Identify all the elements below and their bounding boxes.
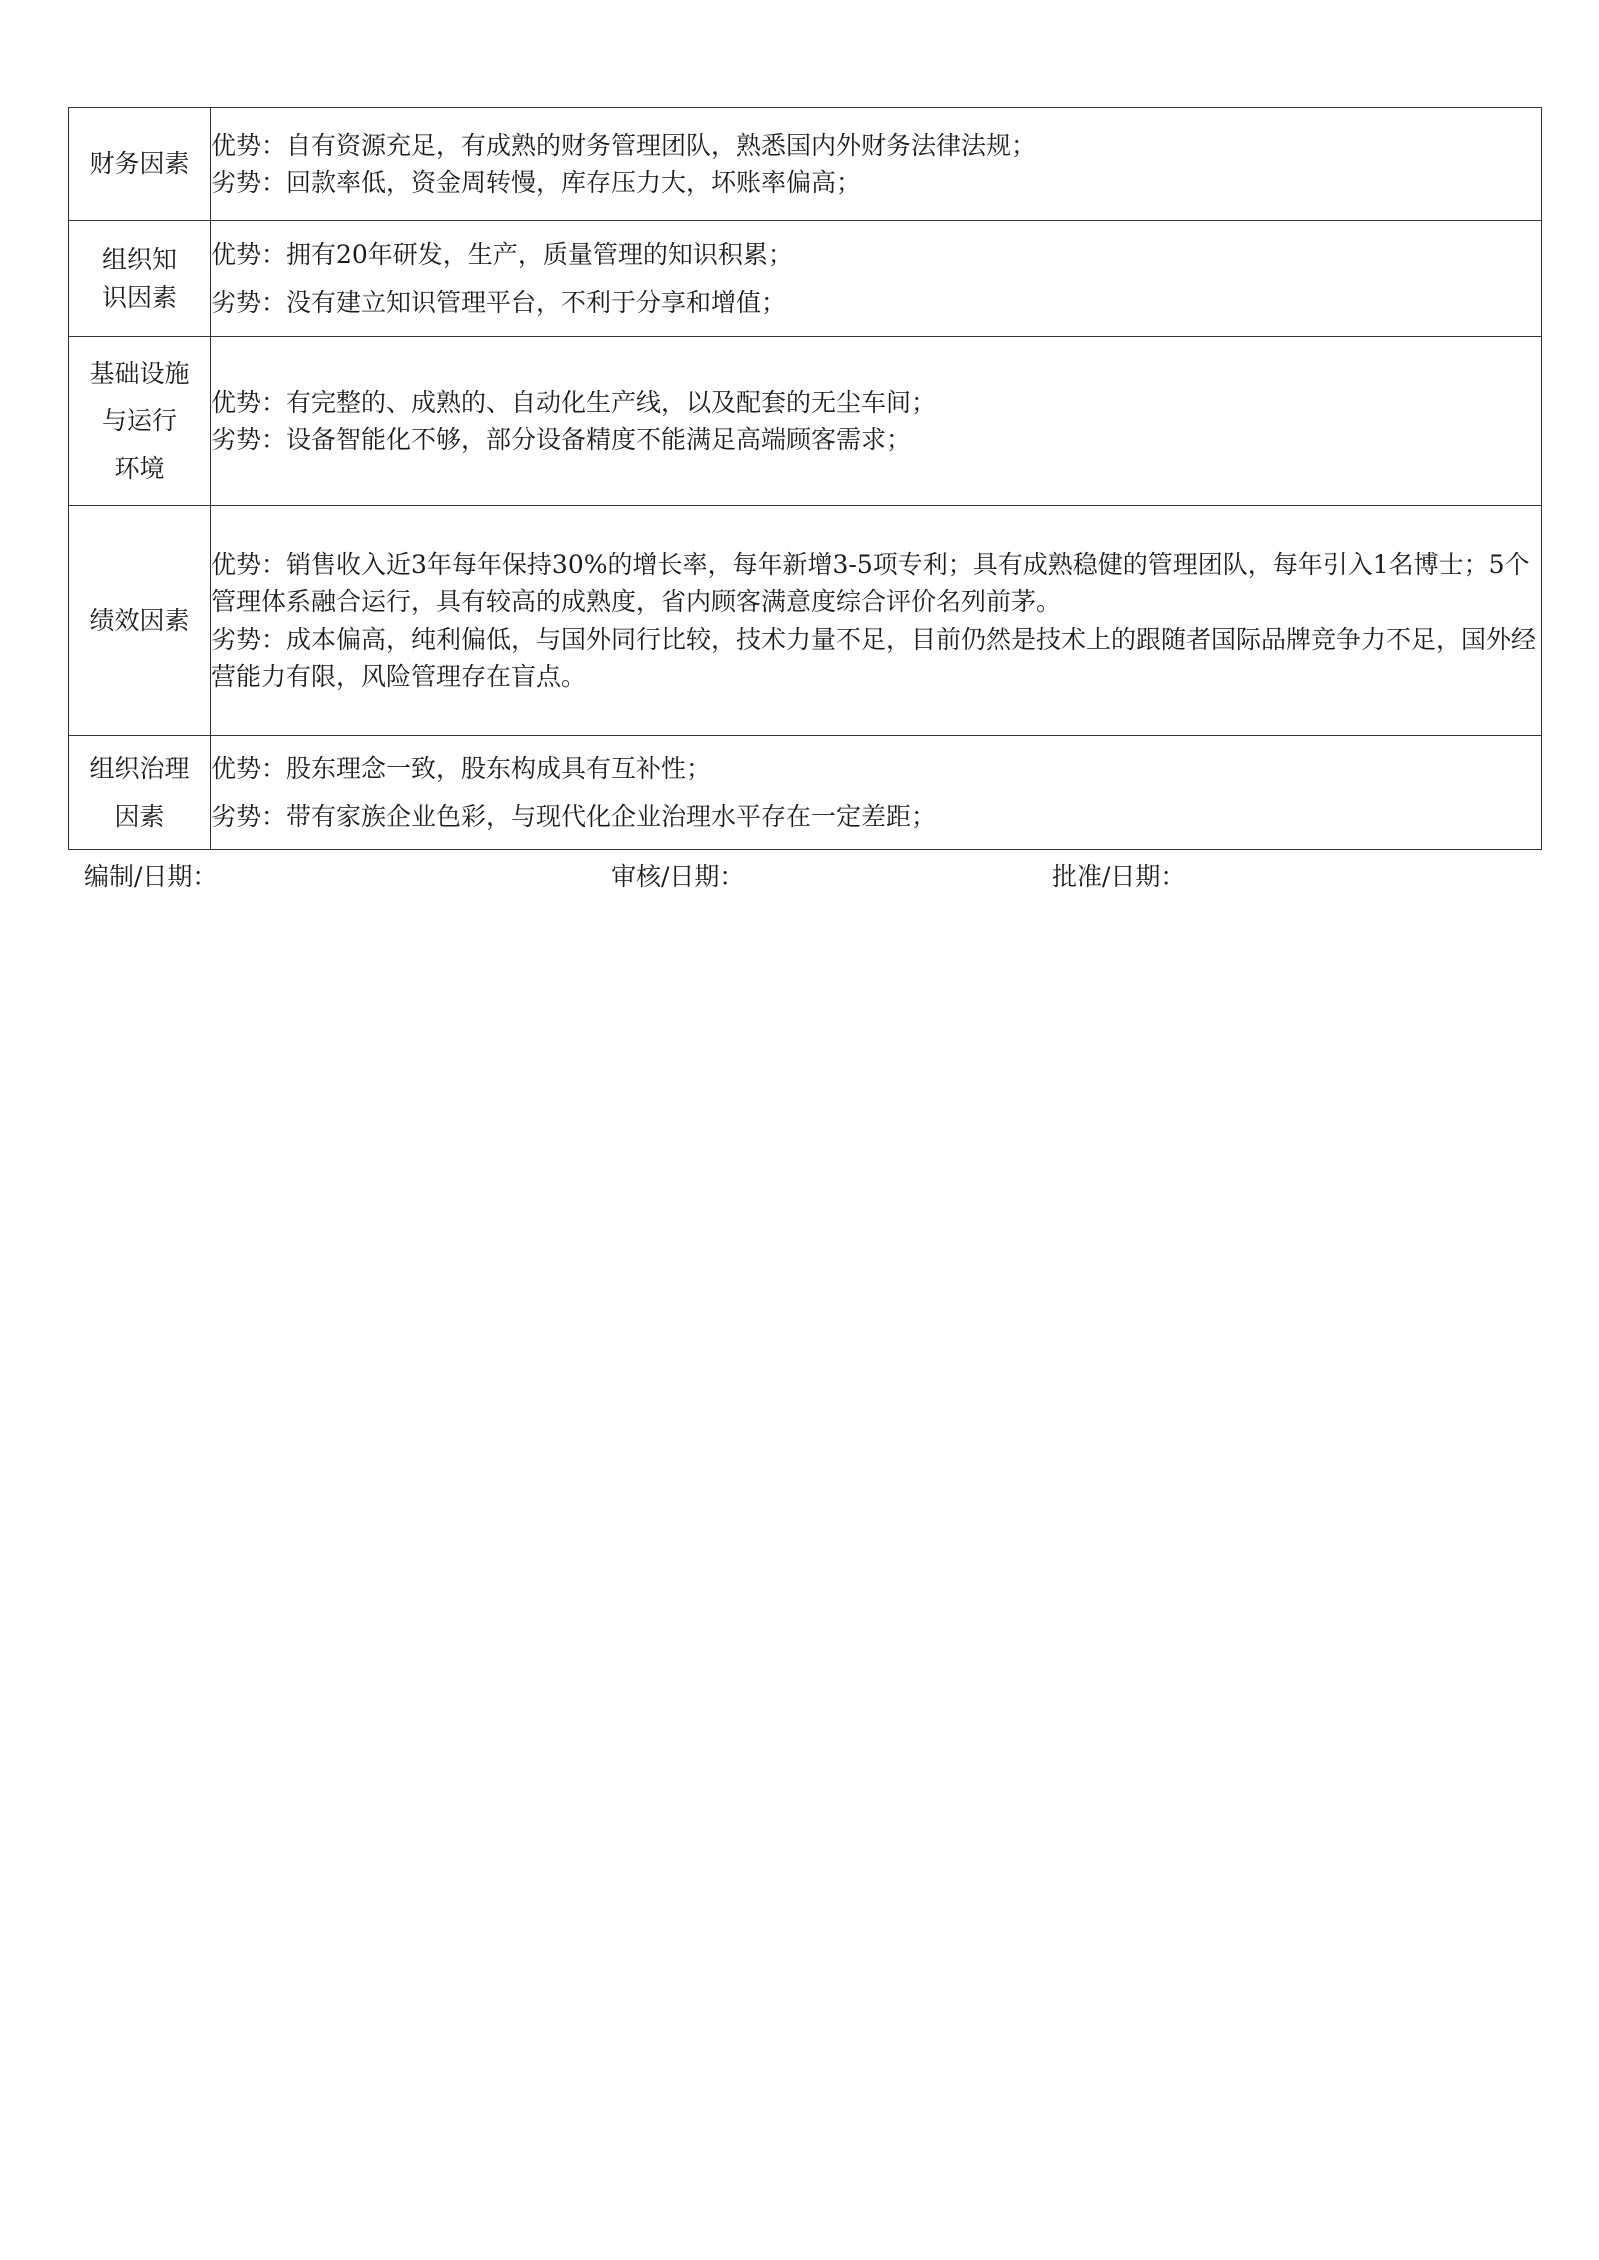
factor-content-financial — [211, 108, 1542, 221]
factor-label-governance: 组织治理 因素 — [69, 736, 211, 850]
factor-label-financial: 财务因素 — [69, 108, 211, 221]
disadvantage-text: 劣势：成本偏高，纯利偏低，与国外同行比较，技术力量不足，目前仍然是技术上的跟随者国际品牌竞争力不足，国外经营能力有限，风险管理存在盲点。 — [211, 624, 1537, 691]
table-row-performance — [69, 506, 1542, 736]
approved-by-date-label: 批准/日期： — [1052, 862, 1186, 891]
disadvantage-text: 劣势：回款率低，资金周转慢，库存压力大，坏账率偏高； — [211, 168, 862, 197]
advantage-text: 优势：有完整的、成熟的、自动化生产线，以及配套的无尘车间； — [211, 387, 937, 417]
disadvantage-text: 劣势：带有家族企业色彩，与现代化企业治理水平存在一定差距； — [211, 801, 937, 831]
advantage-text: 优势：自有资源充足，有成熟的财务管理团队，熟悉国内外财务法律法规； — [211, 130, 1037, 160]
factor-content-governance — [211, 736, 1542, 850]
table-row-governance — [69, 736, 1542, 850]
reviewed-by-date-label: 审核/日期： — [611, 862, 745, 891]
disadvantage-text: 劣势：设备智能化不够，部分设备精度不能满足高端顾客需求； — [211, 425, 912, 454]
factor-content-performance — [211, 506, 1542, 736]
table-row-financial — [69, 108, 1542, 221]
advantage-text: 优势：销售收入近3年每年保持30%的增长率，每年新增3-5项专利；具有成熟稳健的管理团队，每年引入1名博士；5个管理体系融合运行，具有较高的成熟度，省内顾客满意度综合评价名列前茅。 — [211, 549, 1530, 616]
advantage-text: 优势：股东理念一致，股东构成具有互补性； — [211, 754, 712, 783]
compiled-by-date-label: 编制/日期： — [84, 862, 218, 891]
advantage-text: 优势：拥有20年研发，生产，质量管理的知识积累； — [211, 240, 793, 269]
table-row-infrastructure — [69, 337, 1542, 506]
factor-label-performance: 绩效因素 — [69, 506, 211, 736]
factor-content-infrastructure — [211, 337, 1542, 506]
table-row-knowledge — [69, 221, 1542, 337]
factor-content-knowledge — [211, 221, 1542, 337]
factor-analysis-table — [68, 107, 1542, 850]
disadvantage-text: 劣势：没有建立知识管理平台，不利于分享和增值； — [211, 287, 787, 317]
factor-label-knowledge: 组织知 识因素 — [69, 221, 211, 337]
factor-label-infrastructure: 基础设施 与运行 环境 — [69, 337, 211, 506]
